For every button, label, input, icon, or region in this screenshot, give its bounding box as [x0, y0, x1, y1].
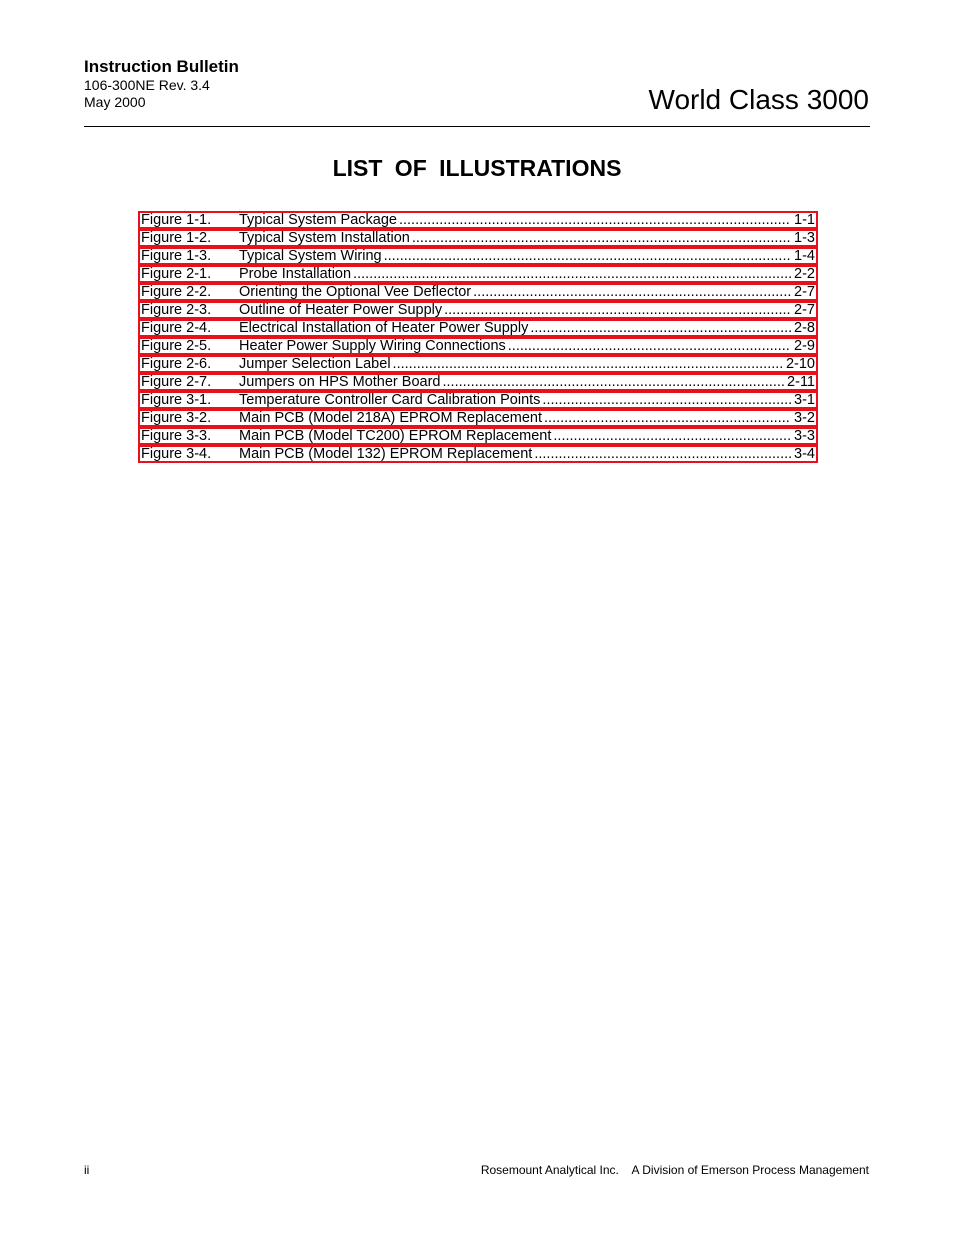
toc-figure-number: Figure 2-1.: [141, 266, 212, 282]
toc-entry[interactable]: [138, 283, 818, 301]
toc-entry[interactable]: [138, 337, 818, 355]
toc-entry[interactable]: [138, 265, 818, 283]
doc-number: 106-300NE Rev. 3.4: [84, 77, 210, 93]
toc-page-number: 2-10: [785, 356, 815, 372]
toc-page-number: 3-2: [794, 410, 815, 426]
toc-entry[interactable]: [138, 319, 818, 337]
toc-leader-dots: [399, 212, 791, 228]
toc-figure-number: Figure 3-2.: [141, 410, 212, 426]
toc-leader-dots: [544, 410, 791, 426]
bulletin-title: Instruction Bulletin: [84, 57, 239, 76]
toc-figure-title: Jumper Selection Label: [239, 356, 391, 372]
toc-figure-title: Heater Power Supply Wiring Connections: [239, 338, 506, 354]
toc-leader-dots: [542, 392, 791, 408]
toc-page-number: 1-4: [794, 248, 815, 264]
footer-page-number: ii: [84, 1163, 90, 1177]
toc-entry[interactable]: [138, 427, 818, 445]
toc-figure-title: Temperature Controller Card Calibration Points: [239, 392, 541, 408]
toc-page-number: 2-7: [794, 302, 815, 318]
toc-figure-number: Figure 1-3.: [141, 248, 212, 264]
toc-figure-title: Main PCB (Model 218A) EPROM Replacement: [239, 410, 543, 426]
toc-figure-number: Figure 2-4.: [141, 320, 212, 336]
toc-figure-title: Main PCB (Model TC200) EPROM Replacement: [239, 428, 552, 444]
toc-entry[interactable]: [138, 355, 818, 373]
toc-figure-number: Figure 1-1.: [141, 212, 212, 228]
toc-entry[interactable]: [138, 229, 818, 247]
footer-company: Rosemount Analytical Inc. A Division of Emerson Process Management: [480, 1163, 869, 1177]
toc-figure-title: Typical System Package: [239, 212, 397, 228]
toc-figure-number: Figure 1-2.: [141, 230, 212, 246]
toc-page-number: 2-7: [794, 284, 815, 300]
toc-figure-title: Orienting the Optional Vee Deflector: [239, 284, 472, 300]
page-title: LIST OF ILLUSTRATIONS: [332, 155, 622, 181]
toc-leader-dots: [442, 374, 784, 390]
toc-page-number: 1-1: [794, 212, 815, 228]
toc-figure-number: Figure 3-3.: [141, 428, 212, 444]
toc-leader-dots: [384, 248, 791, 264]
toc-figure-number: Figure 2-6.: [141, 356, 212, 372]
toc-figure-title: Outline of Heater Power Supply: [239, 302, 443, 318]
product-title: World Class 3000: [648, 84, 869, 115]
toc-figure-number: Figure 2-7.: [141, 374, 212, 390]
toc-leader-dots: [473, 284, 791, 300]
toc-figure-title: Typical System Installation: [239, 230, 410, 246]
toc-leader-dots: [534, 446, 791, 462]
toc-leader-dots: [530, 320, 791, 336]
toc-page-number: 1-3: [794, 230, 815, 246]
toc-page-number: 2-9: [794, 338, 815, 354]
toc-page-number: 3-1: [794, 392, 815, 408]
doc-date: May 2000: [84, 94, 146, 110]
header-divider: [84, 126, 870, 127]
toc-leader-dots: [508, 338, 791, 354]
illustrations-list: [138, 211, 818, 463]
toc-entry[interactable]: [138, 373, 818, 391]
toc-figure-number: Figure 2-3.: [141, 302, 212, 318]
document-header: [84, 57, 239, 111]
toc-figure-number: Figure 3-1.: [141, 392, 212, 408]
toc-leader-dots: [553, 428, 791, 444]
toc-figure-title: Typical System Wiring: [239, 248, 382, 264]
toc-page-number: 2-11: [787, 374, 815, 390]
toc-entry[interactable]: [138, 301, 818, 319]
toc-leader-dots: [393, 356, 783, 372]
toc-page-number: 2-8: [794, 320, 815, 336]
toc-figure-title: Probe Installation: [239, 266, 352, 282]
toc-entry[interactable]: [138, 445, 818, 463]
toc-figure-title: Jumpers on HPS Mother Board: [239, 374, 441, 390]
toc-figure-title: Electrical Installation of Heater Power Supply: [239, 320, 529, 336]
toc-leader-dots: [444, 302, 791, 318]
toc-figure-number: Figure 3-4.: [141, 446, 212, 462]
toc-page-number: 2-2: [794, 266, 815, 282]
toc-leader-dots: [353, 266, 791, 282]
toc-page-number: 3-4: [794, 446, 815, 462]
toc-entry[interactable]: [138, 391, 818, 409]
toc-entry[interactable]: [138, 247, 818, 265]
toc-page-number: 3-3: [794, 428, 815, 444]
toc-figure-number: Figure 2-2.: [141, 284, 212, 300]
toc-figure-number: Figure 2-5.: [141, 338, 212, 354]
toc-leader-dots: [412, 230, 791, 246]
toc-entry[interactable]: [138, 211, 818, 229]
toc-entry[interactable]: [138, 409, 818, 427]
toc-figure-title: Main PCB (Model 132) EPROM Replacement: [239, 446, 533, 462]
